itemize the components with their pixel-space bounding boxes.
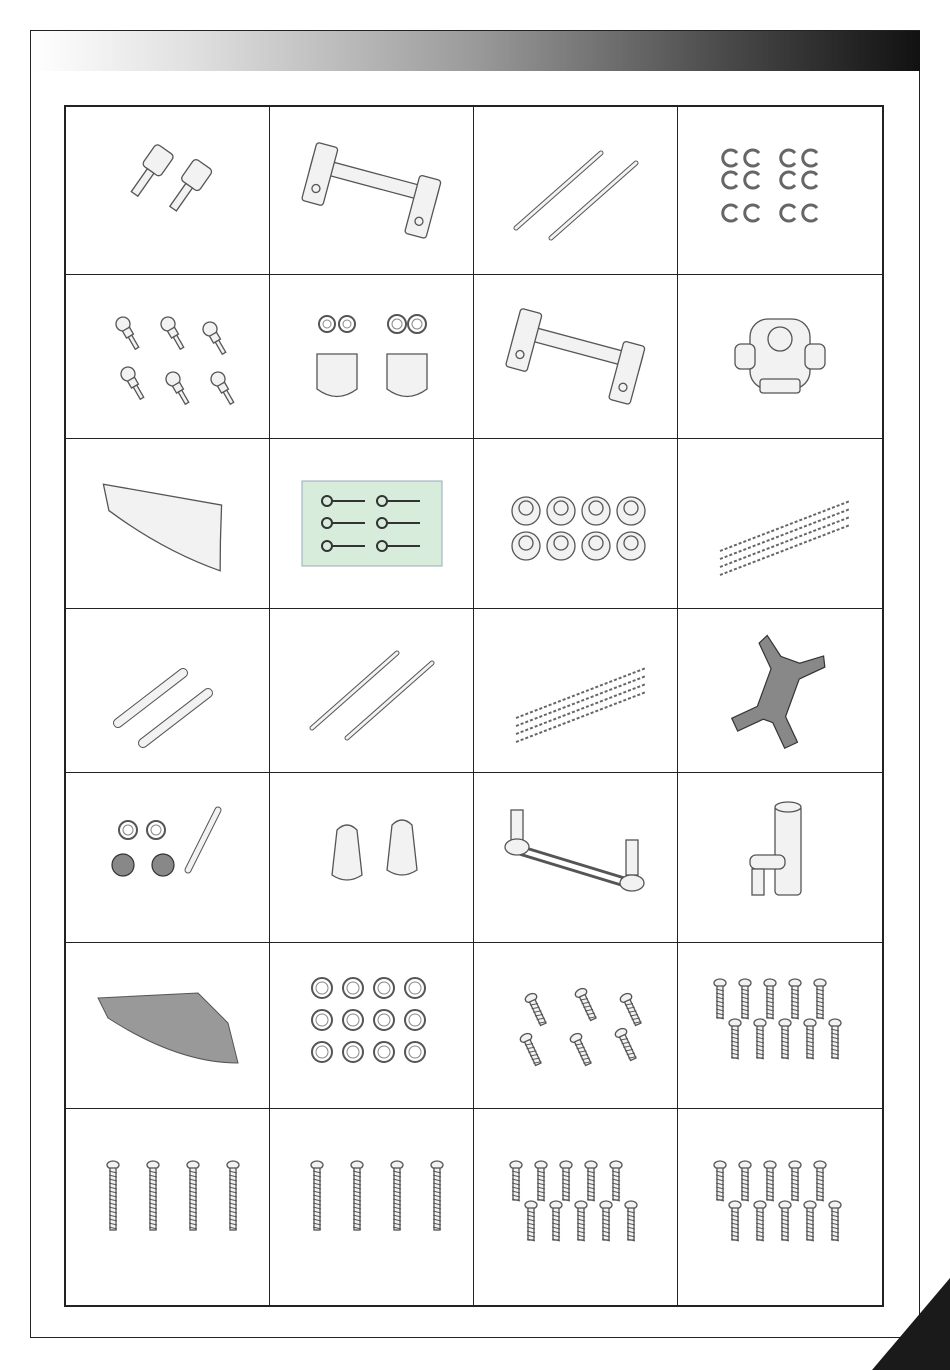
screw-icon <box>486 1135 666 1280</box>
nut-icon <box>486 451 666 596</box>
part-cell <box>66 107 270 275</box>
post-mount-icon <box>690 785 870 930</box>
long-screw-icon <box>282 1135 462 1280</box>
part-cell <box>678 943 882 1109</box>
part-cell <box>66 943 270 1109</box>
part-cell <box>270 1109 474 1305</box>
long-screw-icon <box>78 1135 258 1280</box>
part-cell <box>678 609 882 773</box>
bumper-icon <box>78 451 258 596</box>
thin-rod-icon <box>486 618 666 763</box>
part-cell <box>474 107 678 275</box>
part-cell <box>270 773 474 943</box>
part-cell <box>270 275 474 439</box>
part-cell <box>270 107 474 275</box>
part-cell <box>474 275 678 439</box>
short-screw-icon <box>486 953 666 1098</box>
washer-icon <box>282 953 462 1098</box>
part-cell <box>474 439 678 609</box>
header-bar <box>31 31 920 71</box>
part-cell <box>66 773 270 943</box>
diff-gear-icon <box>282 284 462 429</box>
part-cell <box>66 1109 270 1305</box>
part-cell <box>474 609 678 773</box>
part-cell <box>474 773 678 943</box>
brace-icon <box>690 618 870 763</box>
thin-rod-icon <box>690 451 870 596</box>
hinge-pin-icon <box>78 618 258 763</box>
part-cell <box>678 773 882 943</box>
shock-tower-icon <box>282 118 462 263</box>
parts-grid <box>64 105 884 1307</box>
carrier-icon <box>282 785 462 930</box>
part-cell <box>270 943 474 1109</box>
screw-icon <box>690 1135 870 1280</box>
link-rod-icon <box>486 785 666 930</box>
part-cell <box>270 439 474 609</box>
part-cell <box>66 609 270 773</box>
part-cell <box>474 943 678 1109</box>
part-cell <box>678 439 882 609</box>
e-clip-icon <box>690 118 870 263</box>
part-cell <box>474 1109 678 1305</box>
part-cell <box>678 1109 882 1305</box>
long-pin-icon <box>486 118 666 263</box>
part-cell <box>270 609 474 773</box>
part-cell <box>66 439 270 609</box>
skid-plate-icon <box>78 953 258 1098</box>
gearbox-icon <box>690 284 870 429</box>
shock-tower-icon <box>486 284 666 429</box>
part-cell <box>678 275 882 439</box>
part-cell <box>678 107 882 275</box>
ball-stud-icon <box>78 284 258 429</box>
long-pin-icon <box>282 618 462 763</box>
drive-cup-icon <box>78 118 258 263</box>
cotter-pin-sprue-icon <box>282 451 462 596</box>
screw-icon <box>690 953 870 1098</box>
part-cell <box>66 275 270 439</box>
gear-set-icon <box>78 785 258 930</box>
